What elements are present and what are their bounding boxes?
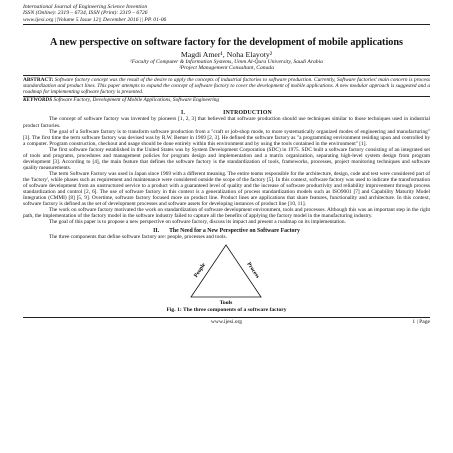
paragraph: The work on software factory motivated the work on standardization of software development environment, tools and processes. Although this was an important step in the right path, the implementation of the factory model in the software industry failed to capture all the benefits of applying the factory model in the manufacturing industry. [23, 207, 430, 220]
header-rule [23, 24, 430, 25]
label-people: People [193, 262, 208, 280]
footer-page-number: 1 | Page [412, 319, 430, 326]
journal-issn: ISSN (Online): 2319 – 6734, ISSN (Print): 2319 – 6726 [23, 10, 148, 17]
figure-1 [23, 241, 430, 307]
abstract-label: ABSTRACT: [23, 77, 54, 84]
abstract [23, 75, 430, 97]
paper-authors: Magdi Amer¹, Noha Elayoty² [180, 49, 273, 59]
paragraph: The term Software Factory was used in Japan since 1969 with a different meaning. The entire teams responsible for the architecture, design, code and test were considered part of the 'factory', while phases such as requirement and maintenance were considered outside the scope of the factory [5]. In this context, software factory was used to indicate the transformation of software development from an unstructured service to a product with a guaranteed level of quality and the increase of software productivity and reliability improvement through process standardization and control [2, 6]. The use of software factory in this context is a generalization of process standardization models such as ISO9001 [7] and Capability Maturity Model Integration (CMMI) [8] [5, 9]. Overtime, software factory focused more on product line. Product lines are applications that share features, functionality and architecture. In this context, software factory is defined as the set of development processes and software assets for developing instances of product line [10, 11]. [23, 170, 430, 208]
keywords-label: KEYWORDS [23, 97, 53, 104]
section-number: II. [153, 228, 160, 235]
paper-title: A new perspective on software factory for the development of mobile applications [49, 36, 404, 48]
affiliation-1: ¹Faculty of Computer & Information Systems, Umm Al-Qura University, Saudi Arabia [130, 58, 323, 65]
journal-name: International Journal of Engineering Science Invention [23, 4, 148, 10]
paragraph: The goal of a Software factory is to transform software production from a "craft or job-shop mode, to more systematically organized modes of engineering and manufacturing" [3]. The first time the term software factory was devised was by R.W. Bemer in 1969 [2, 3]. He defined the software factory as "a programming environment residing upon and controlled by a computer. Program construction, checkout and usage should be done entirely within this environment and by using the tools contained in the environment" [1]. [23, 128, 430, 147]
section-title: INTRODUCTION [223, 110, 272, 117]
label-process: Process [245, 261, 261, 280]
label-tools: Tools [219, 300, 233, 307]
affiliation-2: ²Project Management Consultant, Canada [178, 65, 274, 72]
paragraph: The three components that define software factory are: people, processes and tools. [49, 234, 227, 241]
journal-issue: www.ijesi.org ||Volume 5 Issue 12|| December 2016 || PP. 01-06 [23, 16, 167, 23]
page-footer [23, 318, 430, 326]
keywords [23, 97, 430, 103]
section-number: I. [181, 110, 186, 117]
paragraph: The first software factory established in the United States was by System Development Corporation (SDC) in 1975. SDC built a software factory consisting of an integrated set of tools and programs, procedures and management policies for program design and implementation and a matrix organization, separating high-level system design from program development [3]. According to [4], the main feature that defines the software factory is the standardization of tools, frameworks, processes, project monitoring techniques and software quality measurements. [23, 146, 430, 171]
paragraph: The goal of this paper is to propose a new perspective on software factory, discuss its impact and present a roadmap on its implementation. [49, 219, 346, 226]
section-title: The Need for a New Perspective on Software Factory [169, 228, 300, 235]
figure-caption: Fig. 1: The three components of a software factory [166, 307, 287, 314]
paragraph: The concept of software factory was invented by pioneers [1, 2, 3] that believed that software production should use techniques similar to those techniques used in industrial product factories. [23, 116, 430, 129]
journal-header [23, 4, 430, 23]
triangle-diagram [23, 241, 430, 307]
footer-url[interactable]: www.ijesi.org [210, 319, 243, 326]
keywords-text: Software Factory, Development of Mobile Applications, Software Engineering [52, 97, 220, 104]
abstract-text: Software factory concept was the result of the desire to apply the concepts of industrial factories to software production. Currently, Software factories' main concern is process standardization and product lines. This paper attempts to expand the concept of software factory to cover the development of mobile applications. A new modular approach is suggested and a roadmap for implementing software factory is presented. [23, 77, 430, 96]
